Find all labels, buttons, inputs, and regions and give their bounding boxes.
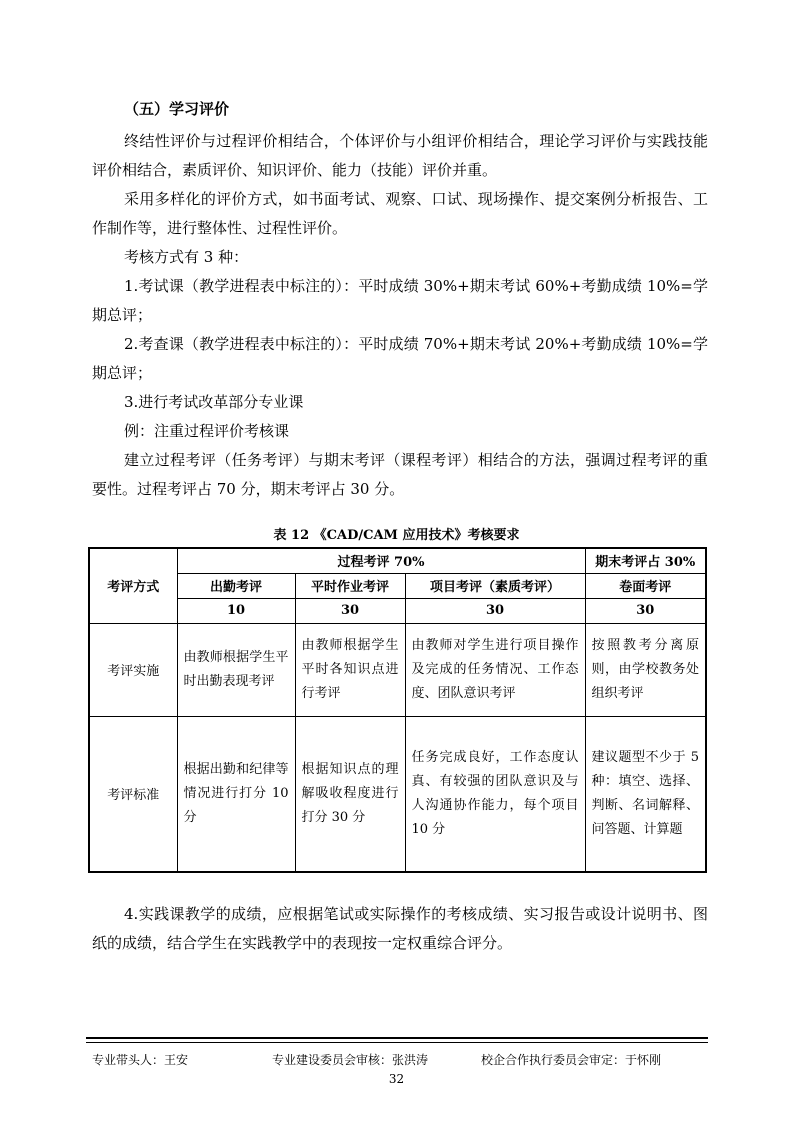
paragraph-practice-grading: 4.实践课教学的成绩，应根据笔试或实际操作的考核成绩、实习报告或设计说明书、图纸的成绩，结合学生在实践教学中的表现按一定权重综合评分。 <box>92 905 708 952</box>
section-heading: （五）学习评价 <box>124 100 230 118</box>
list-item-exam-course: 1.考试课（教学进程表中标注的）：平时成绩 30%+期末考试 60%+考勤成绩 10%=学期总评； <box>92 277 708 324</box>
page-number: 32 <box>388 1072 405 1086</box>
impl-homework: 由教师根据学生平时各知识点进行考评 <box>295 623 405 716</box>
header-final: 期末考评占 30% <box>585 548 706 573</box>
list-item-check-course: 2.考查课（教学进程表中标注的）：平时成绩 70%+期末考试 20%+考勤成绩 10%=学期总评； <box>92 335 708 382</box>
std-attendance: 根据出勤和纪律等情况进行打分 10 分 <box>177 716 295 872</box>
score-homework: 30 <box>295 598 405 623</box>
footer-coop-approval: 校企合作执行委员会审定：于怀刚 <box>481 1053 662 1067</box>
footer-program-lead: 专业带头人：王安 <box>92 1053 189 1067</box>
header-process: 过程考评 70% <box>177 548 585 573</box>
score-paper: 30 <box>585 598 706 623</box>
methods-intro: 考核方式有 3 种： <box>124 248 249 266</box>
paragraph-process-final: 建立过程考评（任务考评）与期末考评（课程考评）相结合的方法，强调过程考评的重要性。过程考评占 70 分，期末考评占 30 分。 <box>92 451 708 498</box>
std-paper: 建议题型不少于 5 种：填空、选择、判断、名词解释、问答题、计算题 <box>585 716 706 872</box>
score-attendance: 10 <box>177 598 295 623</box>
header-method: 考评方式 <box>89 548 177 623</box>
paragraph-evaluation-methods: 采用多样化的评价方式，如书面考试、观察、口试、现场操作、提交案例分析报告、工作制作等，进行整体性、过程性评价。 <box>92 190 708 237</box>
list-item-exam-reform: 3.进行考试改革部分专业课 <box>124 393 304 411</box>
footer-rule-thick <box>86 1037 708 1039</box>
row-label-standard: 考评标准 <box>89 716 177 872</box>
example-line: 例：注重过程评价考核课 <box>124 422 290 440</box>
footer-committee-review: 专业建设委员会审核：张洪涛 <box>272 1053 429 1067</box>
header-attendance: 出勤考评 <box>177 573 295 598</box>
score-project: 30 <box>405 598 585 623</box>
header-paper: 卷面考评 <box>585 573 706 598</box>
assessment-table <box>88 547 707 873</box>
table-caption: 表 12 《CAD/CAM 应用技术》考核要求 <box>273 528 520 543</box>
footer-rule-thin <box>86 1042 708 1043</box>
row-label-implementation: 考评实施 <box>89 623 177 716</box>
paragraph-evaluation-combination: 终结性评价与过程评价相结合，个体评价与小组评价相结合，理论学习评价与实践技能评价相结合，素质评价、知识评价、能力（技能）评价并重。 <box>92 132 708 179</box>
impl-project: 由教师对学生进行项目操作及完成的任务情况、工作态度、团队意识考评 <box>405 623 585 716</box>
header-homework: 平时作业考评 <box>295 573 405 598</box>
std-homework: 根据知识点的理解吸收程度进行打分 30 分 <box>295 716 405 872</box>
impl-paper: 按照教考分离原则，由学校教务处组织考评 <box>585 623 706 716</box>
header-project: 项目考评（素质考评） <box>405 573 585 598</box>
std-project: 任务完成良好，工作态度认真、有较强的团队意识及与人沟通协作能力，每个项目 10 分 <box>405 716 585 872</box>
impl-attendance: 由教师根据学生平时出勤表现考评 <box>177 623 295 716</box>
